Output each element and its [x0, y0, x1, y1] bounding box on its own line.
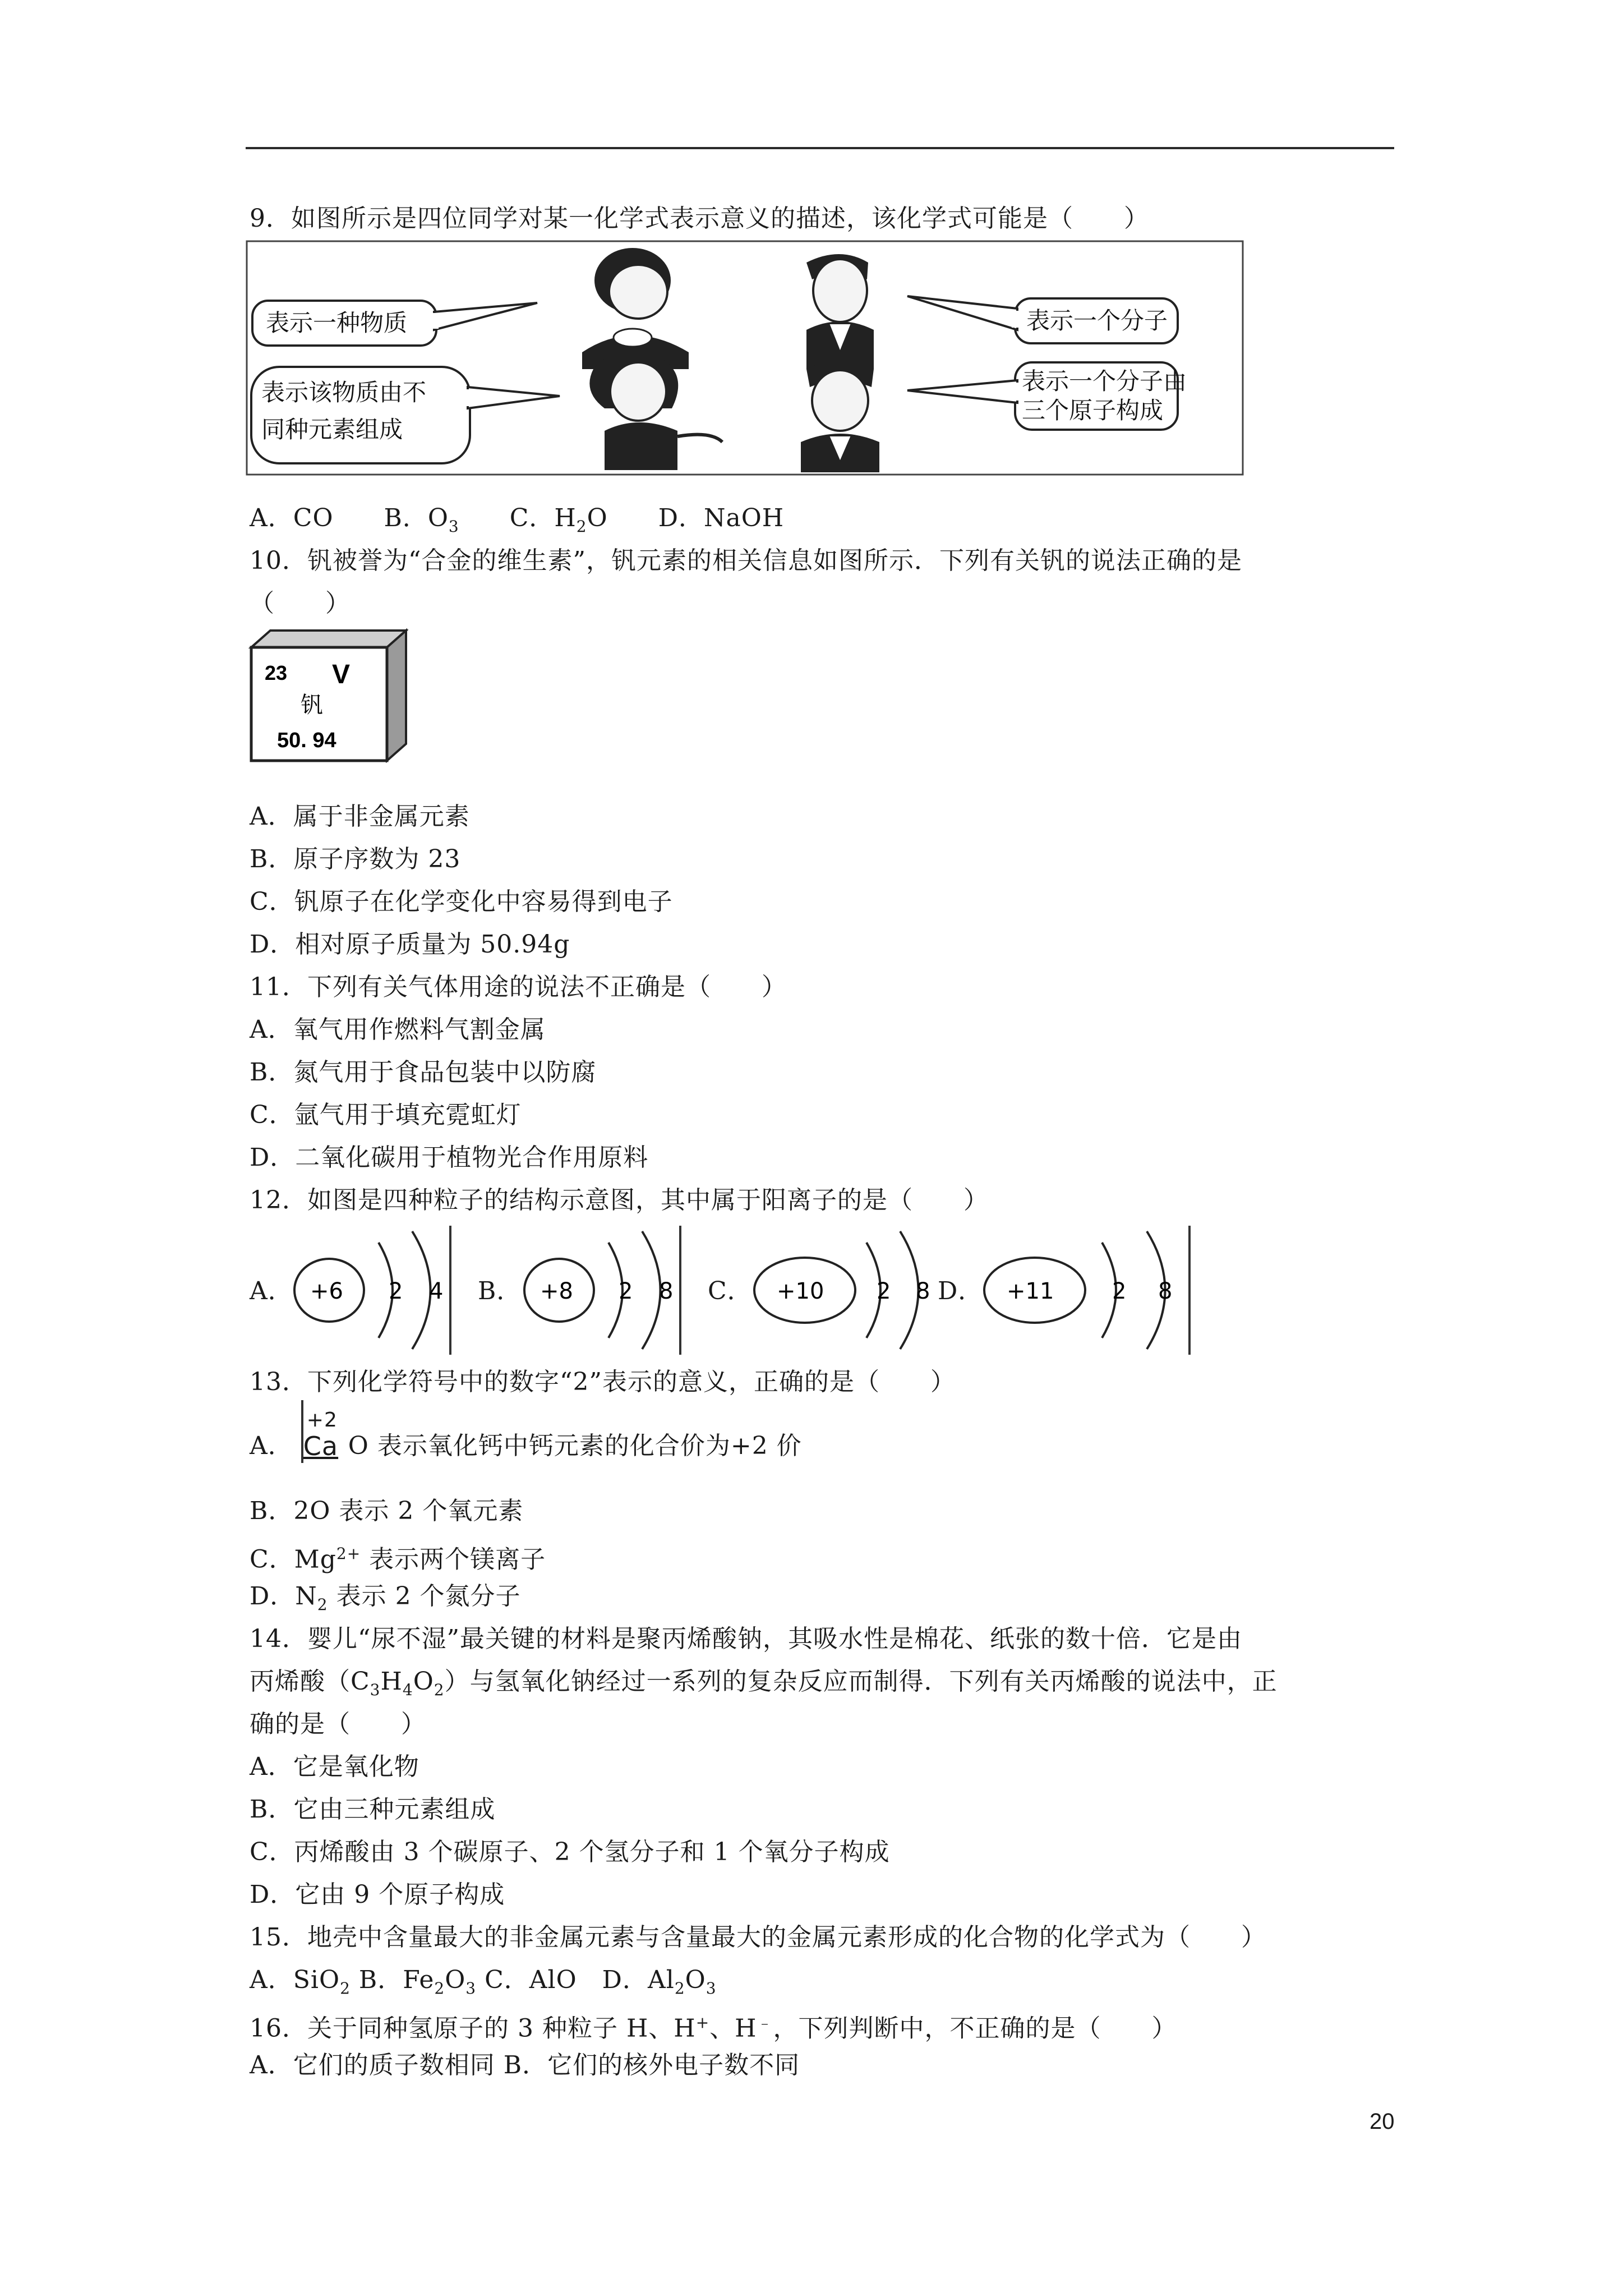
- atom-diagram-a: [289, 1226, 451, 1355]
- shell2-electrons-b: 8: [659, 1278, 674, 1304]
- q9-figure: [246, 240, 1244, 476]
- q14-stem-line3: 确的是（ ）: [250, 1710, 426, 1738]
- valence-value: +2: [306, 1409, 338, 1432]
- element-atomic-mass: 50. 94: [277, 729, 336, 752]
- q11-option-c: C．氩气用于填充霓虹灯: [250, 1101, 522, 1129]
- q9-options: [250, 501, 784, 544]
- shell2-electrons-d: 8: [1158, 1278, 1173, 1304]
- q9-option-c: C．H: [509, 504, 577, 532]
- q13-option-b: B．2O 表示 2 个氧元素: [250, 1497, 524, 1525]
- page-number: 20: [1370, 2109, 1395, 2134]
- bubble-top-right-text: 表示一个分子: [1026, 307, 1168, 334]
- nucleus-charge-d: +11: [1007, 1278, 1054, 1304]
- q9-stem: 9．如图所示是四位同学对某一化学式表示意义的描述，该化学式可能是（ ）: [250, 204, 1149, 233]
- q12-label-b: B．: [478, 1277, 522, 1305]
- q9-option-b: B．O: [384, 504, 449, 532]
- q12-label-d: D．: [938, 1277, 984, 1305]
- q13-option-a-text: O 表示氧化钙中钙元素的化合价为+2 价: [348, 1432, 802, 1460]
- element-name: 钒: [301, 692, 323, 718]
- q11-option-b: B．氮气用于食品包装中以防腐: [250, 1058, 597, 1087]
- q12-stem: 12．如图是四种粒子的结构示意图，其中属于阳离子的是（ ）: [250, 1186, 989, 1214]
- shell1-electrons-b: 2: [619, 1278, 633, 1304]
- bubble-bottom-left-line1: 表示该物质由不: [261, 379, 427, 406]
- element-symbol: V: [332, 660, 351, 689]
- q15-options: A．SiO$_2$ B．$Fe_2O_3$ C．AlO D．$Al_2O_3$: [250, 1966, 717, 1998]
- q10-option-b: B．原子序数为 23: [250, 845, 461, 873]
- nucleus-charge-c: +10: [777, 1278, 824, 1304]
- element-tile-vanadium: [248, 628, 408, 763]
- nucleus-charge-a: +6: [310, 1278, 343, 1304]
- header-rule: [246, 147, 1394, 149]
- q9-option-c-sub: 2: [576, 517, 587, 536]
- q10-option-a: A．属于非金属元素: [250, 802, 470, 831]
- q9-option-b-sub: 3: [448, 517, 459, 536]
- q13-option-a: [250, 1409, 802, 1463]
- q14-stem-line2: 丙烯酸$(C_3H_4O_2)$与氢氧化钠经过一系列的复杂反应而制得．下列有关丙烯酸的说法中，正: [250, 1667, 1278, 1699]
- q16-options: A．它们的质子数相同 B．它们的核外电子数不同: [250, 2051, 800, 2079]
- q10-option-d: D．相对原子质量为 50.94g: [250, 930, 570, 959]
- bubble-top-left-text: 表示一种物质: [266, 310, 408, 336]
- shell1-electrons-c: 2: [877, 1278, 891, 1304]
- shell1-electrons-d: 2: [1112, 1278, 1127, 1304]
- q14-stem-line1: 14．婴儿“尿不湿”最关键的材料是聚丙烯酸钠，其吸水性是棉花、纸张的数十倍．它是由: [250, 1625, 1242, 1653]
- q13-option-c: C．$Mg^{2+}$ 表示两个镁离子: [250, 1544, 546, 1574]
- q10-option-c: C．钒原子在化学变化中容易得到电子: [250, 887, 673, 916]
- element-atomic-number: 23: [265, 661, 288, 684]
- q9-option-a: A．CO: [250, 504, 334, 532]
- q11-option-d: D．二氧化碳用于植物光合作用原料: [250, 1143, 649, 1172]
- bubble-bottom-left-line2: 同种元素组成: [261, 416, 403, 443]
- q9-option-d: D．NaOH: [658, 504, 785, 532]
- q13-stem: 13．下列化学符号中的数字“2”表示的意义，正确的是（ ）: [250, 1368, 956, 1396]
- shell2-electrons-c: 8: [916, 1278, 930, 1304]
- valence-symbol: Ca: [303, 1431, 339, 1461]
- q14-option-a: A．它是氧化物: [250, 1752, 419, 1781]
- nucleus-charge-b: +8: [540, 1278, 573, 1304]
- valence-notation: [301, 1409, 340, 1463]
- electron-shell-2: [412, 1231, 431, 1349]
- atom-diagram-b: [519, 1226, 681, 1355]
- shell2-electrons-a: 4: [429, 1278, 444, 1304]
- q11-option-a: A．氧气用作燃料气割金属: [250, 1015, 546, 1044]
- bubble-bottom-right-line2: 三个原子构成: [1022, 397, 1164, 424]
- q13-option-a-label: A．: [250, 1432, 293, 1460]
- q10-stem-line1: 10．钒被誉为“合金的维生素”，钒元素的相关信息如图所示．下列有关钒的说法正确的是: [250, 546, 1242, 575]
- q14-option-c: C．丙烯酸由 3 个碳原子、2 个氢分子和 1 个氧分子构成: [250, 1838, 890, 1866]
- q14-option-b: B．它由三种元素组成: [250, 1795, 496, 1824]
- atom-diagram-c: [749, 1226, 939, 1355]
- shell1-electrons-a: 2: [389, 1278, 403, 1304]
- bubble-bottom-right-line1: 表示一个分子由: [1022, 368, 1187, 394]
- q10-stem-line2: （ ）: [250, 589, 351, 618]
- q14-option-d: D．它由 9 个原子构成: [250, 1880, 505, 1909]
- atom-diagram-d: [979, 1226, 1192, 1355]
- q9-option-c-tail: O: [587, 504, 608, 532]
- q11-stem: 11．下列有关气体用途的说法不正确是（ ）: [250, 973, 787, 1001]
- q12-label-c: C．: [708, 1277, 753, 1305]
- q15-stem: 15．地壳中含量最大的非金属元素与含量最大的金属元素形成的化合物的化学式为（ ）: [250, 1923, 1266, 1952]
- electron-shell-2: [642, 1231, 661, 1349]
- q13-option-d: D．$N_2$ 表示 2 个氮分子: [250, 1582, 521, 1614]
- q12-label-a: A．: [250, 1277, 293, 1305]
- q16-stem: 16．关于同种氢原子的 3 种粒子 H、H+、H﹣，下列判断中，不正确的是（ ）: [250, 2013, 1177, 2043]
